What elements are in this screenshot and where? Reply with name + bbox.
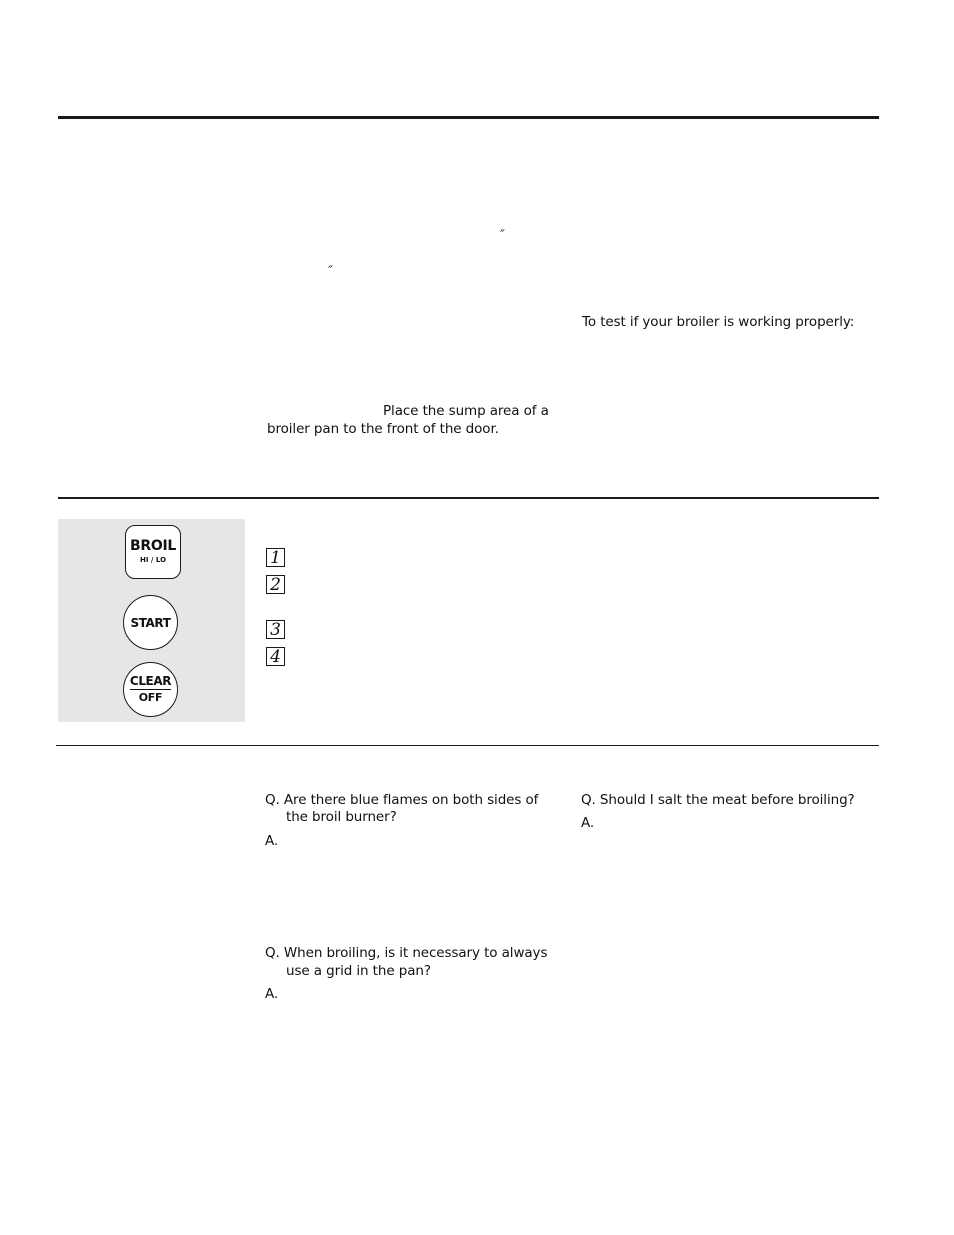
top-divider: [58, 116, 879, 119]
faq-question-grid: Q. When broiling, is it necessary to always: [265, 945, 548, 961]
clear-key-label: CLEAR: [129, 674, 172, 688]
faq-question-blue-flames: Q. Are there blue flames on both sides of: [265, 792, 539, 808]
section-divider: [58, 497, 879, 499]
faq-answer-prefix: A.: [581, 815, 595, 831]
sump-instruction-line2: broiler pan to the front of the door.: [267, 421, 499, 437]
faq-question-blue-flames-cont: the broil burner?: [286, 809, 397, 825]
step-number-1: 1: [266, 548, 285, 567]
start-key: [123, 595, 178, 650]
faq-answer-prefix: A.: [265, 833, 279, 849]
faq-divider: [56, 745, 879, 746]
control-keys-panel: [58, 519, 245, 722]
step-number-3: 3: [266, 620, 285, 639]
inch-mark: ″: [500, 228, 505, 243]
faq-question-grid-cont: use a grid in the pan?: [286, 963, 431, 979]
sump-instruction-line1: Place the sump area of a: [383, 403, 549, 419]
broil-key-label: BROIL: [130, 538, 176, 554]
step-number-2: 2: [266, 575, 285, 594]
step-number-4: 4: [266, 647, 285, 666]
off-key-label: OFF: [138, 691, 163, 704]
clear-off-key: [123, 662, 178, 717]
start-key-label: START: [130, 615, 171, 630]
broil-hi-lo-key: [125, 525, 181, 579]
faq-question-salt: Q. Should I salt the meat before broiling?: [581, 792, 855, 808]
faq-answer-prefix: A.: [265, 986, 279, 1002]
broil-key-sublabel: HI / LO: [139, 556, 167, 564]
broiler-test-heading: To test if your broiler is working properly:: [582, 314, 855, 330]
inch-mark: ″: [328, 264, 333, 279]
